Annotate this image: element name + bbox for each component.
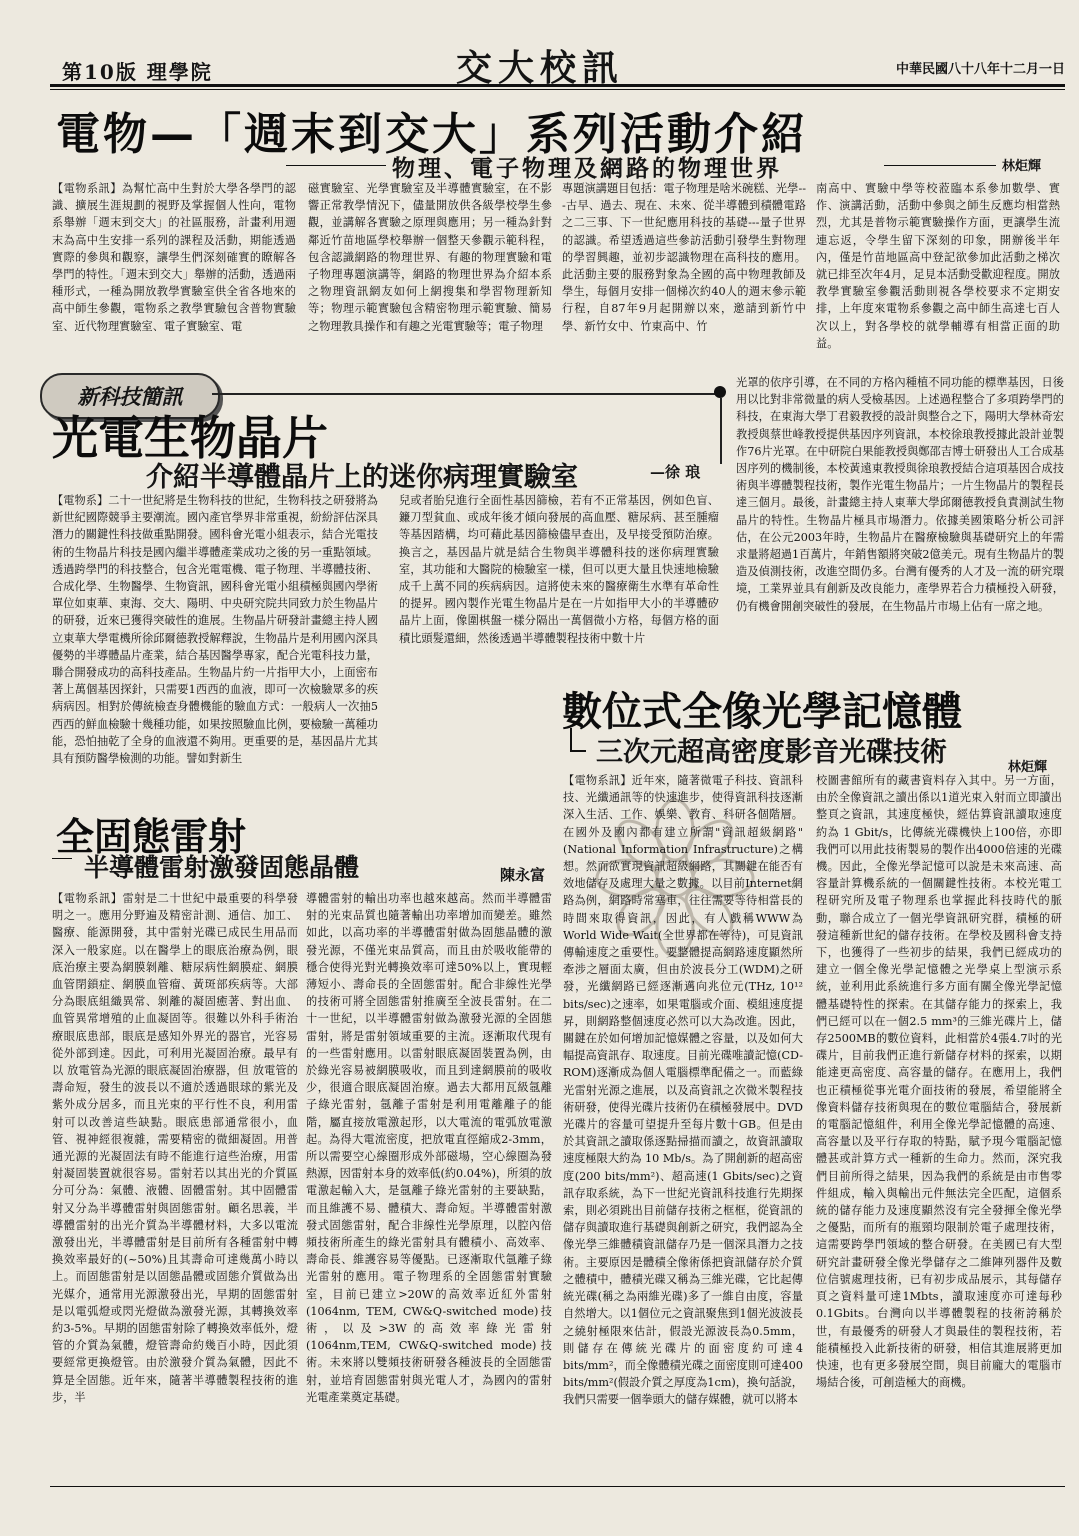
article1-subtitle: 物理、電子物理及網路的物理世界 (392, 156, 782, 182)
article1-text-1: 【電物系訊】為幫忙高中生對於大學各學門的認識、擴展生涯規劃的視野及掌握個人性向，電物系舉辦「週末到交大」的社區服務，計畫利用週末為高中生安排一系列的課程及活動，期能透過實際的參與和觀察，讓學生們深刻確實的瞭解各學門的特性。「週末到交大」舉辦的活動，透過兩種形式，一種為開放教學實驗室供全省各地來的高中師生參觀，電物系之教學實驗包含普物實驗室、近代物理實驗室、電子實驗室、電 (52, 182, 296, 333)
article1-column-3 (562, 180, 806, 352)
header-rule-thin (50, 89, 1065, 90)
article2-byline: —徐 琅 (650, 463, 701, 481)
article4-subtitle-rule (52, 858, 72, 859)
article2-title: 光電生物晶片 (52, 411, 328, 465)
article3-column-1 (563, 772, 803, 1478)
article4-column-1 (52, 890, 298, 1476)
article1-byline: 林炬輝 (1002, 159, 1042, 174)
article1-title: 電物—「週末到交大」系列活動介紹 (56, 109, 808, 160)
footer-rule (50, 1486, 1065, 1487)
article2-right-rule (720, 398, 722, 464)
masthead-title: 交大校訊 (455, 47, 624, 89)
article2-text-3: 光罩的依序引導，在不同的方格內種植不同功能的標準基因，日後用以比對非常微量的病人受檢基因。上述過程整合了多項跨學門的科技，在東海大學丁君毅教授的設計與整合之下，陽明大學林奇宏教授與蔡世峰教授提供基因序列資訊，本校徐琅教授據此設計並製作76片光罩。在中研院白果能教授與鄭邵吉博士研發出人工合成基因序列的機制後，本校黃遠東教授與徐琅教授結合這項基因合成技術與半導體製程技術，製作光電生物晶片；一片生物晶片的製程長達三個月。最後，計畫總主持人東華大學邱爾德教授負責測試生物晶片的特性。生物晶片極具市場潛力。依據美國策略分析公司評估，在公元2003年時，生物晶片在醫療檢驗與基礎研究上的年需求量將超過1百萬片，年銷售額將突破2億美元。現有生物晶片的製造及偵測技術，改進空間仍多。台灣有優秀的人才及一流的研究環境，工業界並具有創新及改良能力，產學界若合力積極投入研發，仍有機會開創突破性的發展，在生物晶片市場上佔有一席之地。 (736, 376, 1064, 613)
article2-subtitle: 介紹半導體晶片上的迷你病理實驗室 (146, 462, 578, 493)
article2-top-rule (212, 393, 722, 395)
article1-column-2 (308, 180, 552, 352)
article1-subtitle-rule-left (286, 165, 386, 166)
header-rule (50, 84, 1065, 87)
article2-column-2 (399, 492, 719, 664)
article4-column-2 (306, 890, 552, 1476)
article2-rule-dot (714, 386, 726, 398)
article1-column-1 (52, 180, 296, 352)
article4-subtitle: 半導體雷射激發固態晶體 (84, 853, 360, 882)
article2-text-1: 【電物系】二十一世紀將是生物科技的世紀，生物科技之研發將為新世紀國際競爭主要潮流。國內產官學界非常重視，紛紛評估深具潛力的關鍵性科技做重點開發。國科會光電小組表示，結合光電技術的生物晶片科技是國內繼半導體產業成功之後的另一重點領域。透過跨學門的科技整合，包含光電電機、電子物理、半導體技術、合成化學、生物醫學、生物資訊，國科會光電小組積極與國內學術單位如東華、東海、交大、陽明、中央研究院共同致力於生物晶片的研發，近來已獲得突破性的進展。生物晶片研發計畫總主持人國立東華大學電機所徐邱爾德教授解釋說，生物晶片是利用國內深具優勢的半導體晶片產業，結合基因醫學專家，配合光電科技力量，聯合開發成功的高科技產品。生物晶片約一片指甲大小，上面密布著上萬個基因探針，只需要1西西的血液，即可一次檢驗眾多的疾病病因。相對於傳統檢查身體機能的驗血方式：一般病人一次抽5西西的鮮血檢驗十幾種功能，如果按照驗血比例，要檢驗一萬種功能，恐怕抽乾了全身的血液還不夠用。更重要的是，基因晶片尤其具有預防醫學檢測的功能。譬如對新生 (52, 494, 378, 766)
article4-text-1: 【電物系訊】雷射是二十世紀中最重要的科學發明之一。應用分野遍及精密計測、通信、加工、醫療、能源開發，其中雷射光碟已成民生用品而深入一般家庭。以在醫學上的眼底治療為例，眼底治療主要為網膜剝離、糖尿病性網膜症、網膜血管閉鎖症、網膜血管瘤、黃斑部疾病等。大部分為眼底組織異常、剝離的凝固癒著、對出血、血管異常增殖的止血凝固等。很難以外科手術治療眼底患部，眼底是感知外界光的器官，光容易從外部到達。因此，可利用光凝固治療。最早有以 放電管為光源的眼底凝固治療器，但 放電管的壽命短，發生的波長以不適於透過眼球的紫光及紫外成分居多，而且光束的平行性不良，利用雷射可以改善這些缺點。眼底患部通常很小，血管、視神經很複雜，需要精密的微細凝固。用普通光源的光凝固法有時不能進行這些治療，用雷射凝固裝置就很容易。雷射若以其出光的介質區分可分為：氣體、液體、固體雷射。其中固體雷射又分為半導體雷射與固態雷射。顧名思義，半導體雷射的出光介質為半導體材料，大多以電流激發出光，半導體雷射是目前所有各種雷射中轉換效率最好的(~50%)且其壽命可達幾萬小時以上。而固態雷射是以固態晶體或固態介質做為出光媒介，通常用光源激發出光，早期的固態雷射是以電弧燈或閃光燈做為激發光源，其轉換效率約3-5%。早期的固態雷射除了轉換效率低外，燈管的介質為氣體，燈管壽命約幾百小時，因此須要經常更換燈管。由於激發介質為氣體，因此不算是全固態。近年來，隨著半導體製程技術的進步，半 (52, 892, 298, 1404)
article1-subtitle-rule-right (884, 165, 996, 166)
article4-text-2: 導體雷射的輸出功率也越來越高。然而半導體雷射的光束品質也隨著輸出功率增加而變差。雖然如此，以高功率的半導體雷射做為固態晶體的激發光源，不僅光束品質高，而且由於吸收能帶的穩合使得光對光轉換效率可達50%以上，實現輕薄短小、壽命長的全固態雷射。配合非線性光學的技術可將全固態雷射推廣至全波長雷射。在二十一世紀，以半導體雷射做為激發光源的全固態雷射，將是雷射領域重要的主流。逐漸取代現有的一些雷射應用。以雷射眼底凝固裝置為例，由於綠光容易被網膜吸收，而且到達網膜前的吸收少，很適合眼底凝固治療。過去大都用瓦級氬離子綠光雷射，氬離子雷射是利用電離離子的能階，屬直接放電激起形，以大電流的電弧放電激起。為得大電流密度，把放電直徑縮成2-3mm，所以需要空心線圈形成外部磁場，空心線圈為發熱源，因雷射本身的效率低(約0.04%)，所須的放電激起輸入大，是氬離子綠光雷射的主要缺點，而且維護不易、體積大、壽命短。半導體雷射激發式固態雷射，配合非線性光學原理，以腔內倍頻技術所產生的綠光雷射具有體積小、高效率、壽命長、維護容易等優點。已逐漸取代氬離子綠光雷射的應用。電子物理系的全固態雷射實驗室，目前已建立>20W的高效率近紅外雷射(1064nm, TEM, CW&Q-switched mode)技術，以及>3W的高效率綠光雷射(1064nm,TEM, CW&Q-switched mode)技術。未來將以雙頻技術研發各種波長的全固態雷射，並培育固態雷射與光電人才，為國內的雷射光電產業奠定基礎。 (306, 892, 552, 1404)
article4-title: 全固態雷射 (56, 815, 247, 859)
article3-text-2: 校圖書館所有的藏書資料存入其中。另一方面，由於全像資訊之讀出係以1道光束入射而立即讀出整頁之資訊，其速度極快，經估算資訊讀取速度約為 1 Gbit/s，比傳統光碟機快上100倍，亦即我們可以用此技術製易的製作出4000倍速的光碟機。因此，全像光學記憶可以說是未來高速、高容量計算機系統的一個關鍵性技術。本校光電工程研究所及電子物理系也掌握此科技時代的脈動，聯合成立了一個光學資訊研究群，積極的研發這種新世紀的儲存技術。在學校及國科會支持下，也獲得了一些初步的結果，我們已經成功的建立一個全像光學記憶體之光學桌上型演示系統，並利用此系統進行多方面有關全像光學記憶體基礎特性的探索。在其儲存能力的探索上，我們已經可以在一個2.5 mm³的三維光碟片上，儲存2500MB的數位資料，此相當於4張4.7吋的光碟片，目前我們正進行新儲存材料的探索，以期能達更高密度、高容量的儲存。在應用上，我們也正積極從事光電介面技術的發展，希望能將全像資料儲存技術與現在的數位電腦結合，發展新的電腦記憶組件，利用全像光學記憶體的高速、高容量以及平行存取的特點，賦予現今電腦記憶體甚或計算方式一種新的生命力。然而，深究我們目前所得之結果，因為我們的系統是由市售零件組成，輸入與輸出元件無法完全匹配，這個系統的儲存能力及速度顯然沒有完全發揮全像光學之優點，而所有的瓶頸均限制於電子處理技術，這需要跨學門領域的整合研發。在美國已有大型研究計畫研發全像光學儲存之二維陣列器件及數位信號處理技術，已有初步成品展示，其每儲存頁之資料量可達1Mbts，讀取速度亦可達每秒0.1Gbits。台灣向以半導體製程的技術誇稱於世，有最優秀的研發人才與最佳的製程技術，若能積極投入此新技術的研發，相信其進展將更加快速，也有更多發展空間，與目前龐大的電腦市場結合後，可創造極大的商機。 (816, 774, 1062, 1390)
article3-title: 數位式全像光學記憶體 (562, 689, 962, 735)
article2-column-3 (736, 374, 1064, 666)
article2-text-2: 兒或者胎兒進行全面性基因篩檢，若有不正常基因，例如色盲、鐮刀型貧血、或成年後才傾向發展的高血壓、糖尿病、甚至腫瘤等基因踏構，均可藉此基因篩檢儘早查出，及早接受預防治療。換言之，基因晶片就是結合生物與半導體科技的迷你病理實驗室，其功能和大醫院的檢驗室一樣，但可以更大量且快速地檢驗成千上萬不同的疾病病因。這將使未來的醫療衛生水準有革命性的提昇。國內製作光電生物晶片是在一片如指甲大小的半導體矽晶片上面，像圍棋盤一樣分隔出一萬個微小方格，每個方格的面積比頭髮還細，然後透過半導體製程技術中數十片 (399, 494, 719, 645)
article3-column-2 (816, 772, 1062, 1478)
section-label: 第10版 理學院 (62, 60, 213, 84)
issue-date: 中華民國八十八年十二月一日 (895, 62, 1065, 77)
article1-text-2: 磁實驗室、光學實驗室及半導體實驗室，在不影響正常教學情況下，儘量開放供各級學校學生參觀，並講解各實驗之原理與應用；另一種為針對鄰近竹苗地區學校舉辦一個整天參觀示範科程，包含認識網路的物理世界、有趣的物理實驗和電子物理專題演講等，網路的物理世界為介紹本系之物理資訊網友如何上網搜集和學習物理新知等；物理示範實驗包含精密物理示範實驗、簡易之物理教具操作和有趣之光電實驗等；電子物理 (308, 182, 552, 333)
article3-subtitle-bracket (570, 728, 586, 752)
article1-column-4 (816, 180, 1060, 370)
article3-byline: 林炬輝 (1008, 760, 1048, 775)
new-tech-badge: 新科技簡訊 (40, 373, 220, 419)
article3-text-1: 【電物系訊】近年來，隨著微電子科技、資訊科技、光纖通訊等的快速進步，使得資訊科技逐漸深入生活、工作、娛樂、教育、科研各個階層。在國外及國內都有建立所謂"資訊超級網路"(National Information Infrastructure)之構想。然而欲實現資訊超級網路，其關鍵在能否有效地儲存及處理大量之數據。以目前Internet網路為例，網路時常塞車，往往需要等待相當長的時間來取得資訊，因此，有人戲稱WWW為World Wide Wait(全世界都在等待)，可見資訊傳輸速度之重要性。要整體提高網路速度顯然所牽涉之層面太廣，但由於波長分工(WDM)之研發，光纖網路已經逐漸邁向兆位元(THz, 10¹² bits/sec)之速率，如果電腦或介面、模組速度提昇，則網路整個速度必然可以大為改進。因此，關鍵在於如何增加記憶媒體之容量，以及如何大幅提高資訊存、取速度。目前光碟唯讀記憶(CD-ROM)逐漸成為個人電腦標準配備之一。而藍綠光雷射光源之進展，以及高資訊之次微米製程技術研發，使得光碟片技術仍在積極發展中。DVD光碟片的容量可望提升至每片數十GB。但是由於其資訊之讀取係逐點掃描而讀之，故資訊讀取速度極限大約為 10 Mb/s。為了開創新的超高密度(200 bits/mm²)、超高速(1 Gbits/sec)之資訊存取系統，為下一世紀光資訊科技進行先期探索，則必須跳出目前儲存技術之框框，從資訊的儲存與讀取進行基礎與創新之研究，我們認為全像光學三維體積資訊儲存乃是一個深具潛力之技術。主要原因是體積全像術係把資訊儲存於介質之體積中，體積光碟又稱為三維光碟，它比起傳統光碟(稱之為兩維光碟)多了一維自由度，容量自然增大。以1個位元之資訊聚焦到1個光波波長之繞射極限來估計，假設光源波長為0.5mm，則儲存在傳統光碟片的面密度約可達4 bits/mm²，而全像體積光碟之面密度則可達400 bits/mm²(假設介質之厚度為1cm)，換句話說，我們只需要一個拳頭大的儲存媒體，就可以將本 (563, 774, 803, 1407)
article1-text-4: 南高中、實驗中學等校蒞臨本系參加數學、實作、演講活動，活動中參與之師生反應均相當熱烈，尤其是普物示範實驗操作方面，更讓學生流連忘返，令學生留下深刻的印象，開辦後半年內，僅是竹苗地區高中登記欲參加此活動之梯次就已排至次年4月，足見本活動受歡迎程度。開放教學實驗室參觀活動則視各學校要求不定期安排，上年度來電物系參觀之高中師生高達七百人次以上，對各學校的就學輔導有相當正面的助益。 (816, 182, 1060, 350)
article4-byline: 陳永富 (500, 866, 546, 884)
article3-subtitle: 三次元超高密度影音光碟技術 (596, 737, 947, 768)
article2-column-1 (52, 492, 378, 794)
article1-text-3: 專題演講題目包括：電子物理是啥米碗糕、光學---古早、過去、現在、未來、從半導體到積體電路之二三事、下一世紀應用科技的基礎---量子世界的認識。希望透過這些參訪活動引發學生對物理的學習興趣，並初步認識物理在高科技的應用。此活動主要的服務對象為全國的高中物理教師及學生，每個月安排一個梯次約40人的週末參示範行程，自87年9月起開辦以來，邀請到新竹中學、新竹女中、竹東高中、竹 (562, 182, 806, 333)
